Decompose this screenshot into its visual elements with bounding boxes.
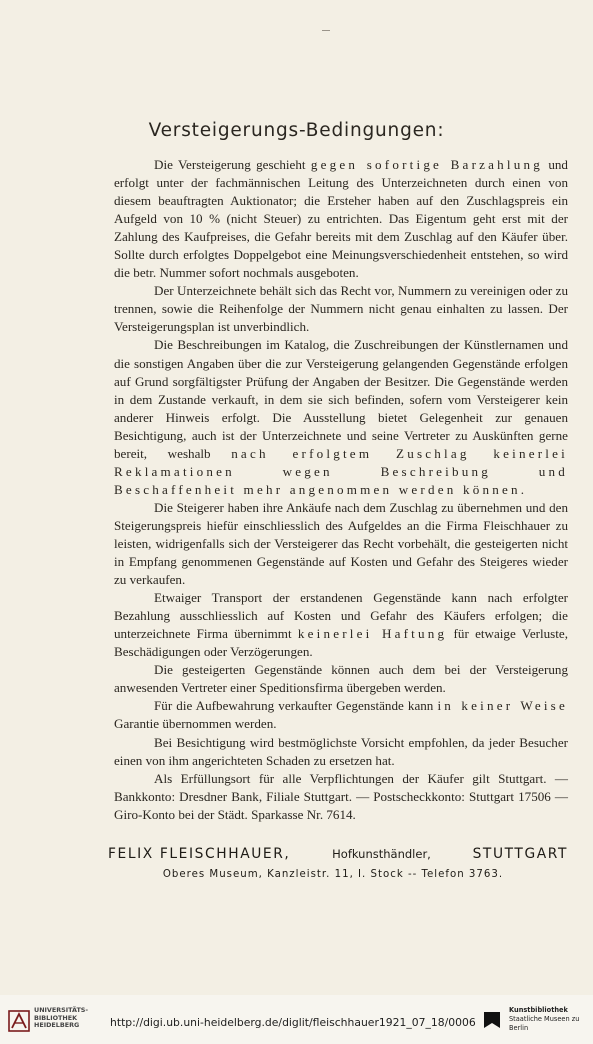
paragraph-text: Der Unterzeichnete behält sich das Recht vor, Nummern zu vereinigen oder zu trennen, sowie die Reihenfolge der Nummern nicht genau einhalten zu lassen. Der Versteigerungsplan ist unverbindlich.	[114, 283, 568, 335]
paragraph-text: und erfolgt unter der fachmännischen Leitung des Unterzeichneten durch einen von diesem beauftragten Auktionator; die Ersteher haben auf den Zuschlagspreis ein Aufgeld von 10 % (nicht Steuer) zu entrichten. Das Eigentum geht erst mit der Zahlung des Kaufpreises, die Gefahr bereits mit dem Zuschlag auf den Käufer über. Sollte durch erfolgtes Doppelgebot eine Meinungsverschiedenheit entstehen, so wird die betr. Nummer sofort nochmals ausgeboten.	[114, 157, 568, 281]
ub-name-line-1: UNIVERSITÄTS-	[34, 1006, 89, 1014]
condition-paragraph	[114, 697, 568, 733]
emphasized-text: nach erfolgtem Zuschlag keinerlei Reklamationen wegen Beschreibung und Beschaffenheit mehr angenommen werden können.	[114, 445, 568, 497]
emphasized-text: in keiner Weise	[437, 698, 568, 714]
paragraph-text: Die gesteigerten Gegenstände können auch dem bei der Versteigerung anwesenden Vertreter einer Speditionsfirma übergeben werden.	[114, 662, 568, 696]
dealer-city: STUTTGART	[472, 846, 568, 862]
emphasized-text: gegen sofortige Barzahlung	[310, 157, 543, 172]
dealer-address: Oberes Museum, Kanzleistr. 11, I. Stock -- Telefon 3763.	[162, 869, 504, 880]
ub-name-line-2: BIBLIOTHEK	[34, 1013, 78, 1022]
condition-paragraph	[114, 589, 568, 661]
condition-paragraph	[114, 336, 568, 498]
condition-paragraph	[114, 661, 568, 697]
dealer-name: FELIX FLEISCHHAUER,	[108, 846, 291, 862]
university-library-logo-icon	[8, 1009, 30, 1033]
paragraph-text: Die Beschreibungen im Katalog, die Zuschreibungen der Künstlernamen und die sonstigen Angaben über die zur Versteigerung gelangenden Gegenstände erfolgen auf Grund sorgfältigster Prüfung der Angaben der Besitzer. Die Gegenstände werden in dem Zustande verkauft, in dem sie sich befinden, sofern vom Versteigerer kein anderer Hinweis erfolgt. Die Ausstellung bietet Gelegenheit zur genauen Besichtigung, auch ist der Unterzeichnete und seine Vertreter zu Auskünften gerne bereit, weshalb	[114, 337, 568, 461]
kunstbibliothek-logo-icon	[482, 1009, 502, 1031]
ub-name-line-3: HEIDELBERG	[34, 1021, 80, 1030]
condition-paragraph	[114, 156, 568, 282]
conditions-text	[114, 156, 568, 824]
page-mark	[322, 30, 330, 31]
page-title: Versteigerungs-Bedingungen:	[148, 120, 445, 141]
university-library-name	[34, 1007, 88, 1030]
paragraph-text: Als Erfüllungsort für alle Verpflichtungen der Käufer gilt Stuttgart. — Bankkonto: Dresdner Bank, Filiale Stuttgart. — Postscheckkonto: Stuttgart 17506 — Giro-Konto bei der Städt. Sparkasse Nr. 7614.	[114, 770, 568, 822]
signature-block	[108, 846, 568, 880]
paragraph-text: Die Versteigerung geschieht	[154, 157, 311, 172]
paragraph-text: Bei Besichtigung wird bestmöglichste Vorsicht empfohlen, da jeder Besucher einen von ihm angerichteten Schaden zu ersetzen hat.	[114, 734, 568, 768]
permalink-url[interactable]: http://digi.ub.uni-heidelberg.de/diglit/fleischhauer1921_07_18/0006	[110, 1016, 476, 1029]
signature-line	[108, 846, 568, 862]
dealer-role: Hofkunsthändler,	[332, 847, 431, 861]
condition-paragraph	[114, 499, 568, 589]
paragraph-text: für etwaige Verluste, Beschädigungen oder Verzögerungen.	[114, 626, 568, 660]
paragraph-text: Etwaiger Transport der erstandenen Gegenstände kann nach erfolgter Bezahlung ausschliesslich auf Kosten und Gefahr des Käufers erfolgen; die unterzeichnete Firma übernimmt	[114, 590, 568, 642]
kb-name-line-2: Staatliche Museen zu Berlin	[509, 1014, 580, 1032]
condition-paragraph	[114, 282, 568, 336]
paragraph-text: Garantie übernommen werden.	[114, 716, 277, 732]
kb-name-line-1: Kunstbibliothek	[509, 1006, 568, 1014]
emphasized-text: keinerlei Haftung	[297, 626, 448, 642]
condition-paragraph	[114, 734, 568, 770]
digitization-footer	[0, 995, 593, 1044]
kunstbibliothek-name	[509, 1006, 593, 1032]
paragraph-text: Die Steigerer haben ihre Ankäufe nach dem Zuschlag zu übernehmen und den Steigerungspreis hiefür einschliesslich des Aufgeldes an die Firma Fleischhauer zu leisten, widrigenfalls sich der Versteigerer das Recht vorbehält, die gesteigerten nicht in Empfang genommenen Gegenstände auf Kosten und Gefahr des Steigeres wieder zu verkaufen.	[114, 499, 568, 588]
paragraph-text: Für die Aufbewahrung verkaufter Gegenstände kann	[154, 698, 438, 714]
condition-paragraph	[114, 770, 568, 824]
